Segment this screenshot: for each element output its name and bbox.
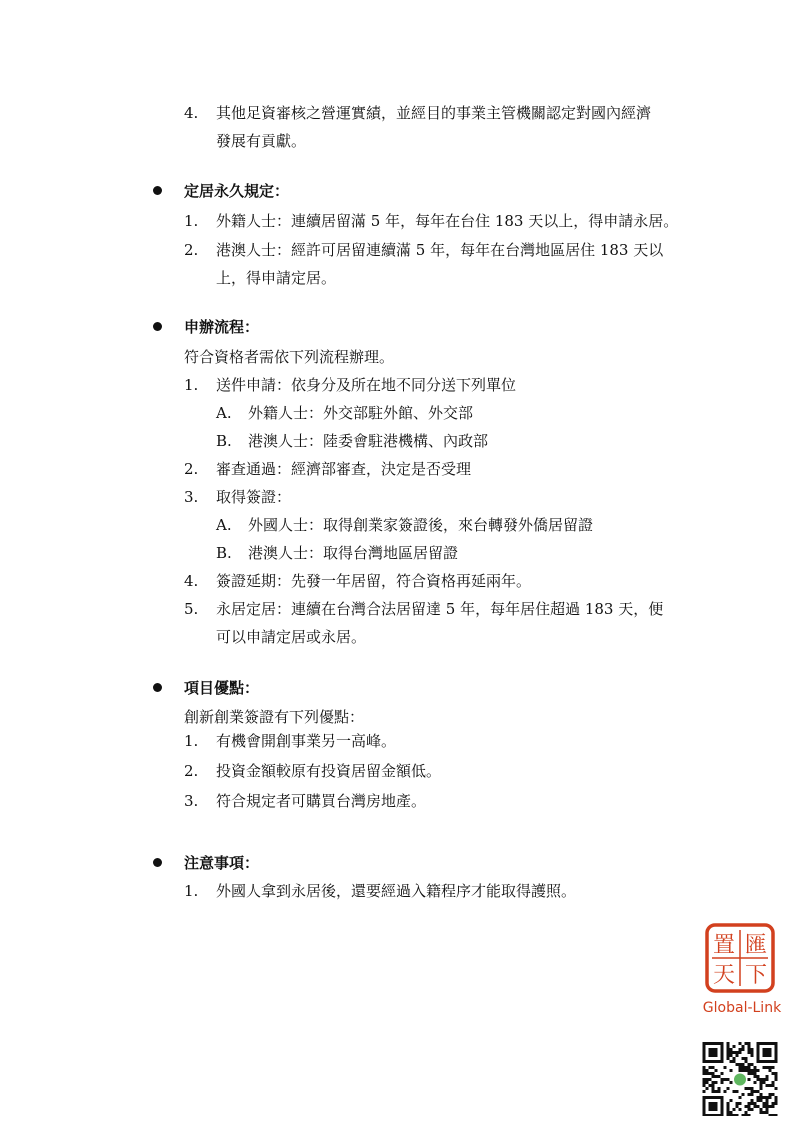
sub-item-letter: A.: [216, 516, 232, 534]
sub-item-letter: B.: [216, 432, 232, 450]
item-text: 取得簽證：: [216, 488, 292, 506]
global-link-seal-logo: [704, 922, 776, 994]
bullet-icon: [153, 858, 162, 867]
sub-item-letter: B.: [216, 544, 232, 562]
item-text: 簽證延期：先發一年居留，符合資格再延兩年。: [216, 572, 532, 590]
svg-text:下: 下: [744, 963, 768, 988]
section-heading-notes: 注意事項：: [184, 854, 260, 872]
sub-item-text: 港澳人士：陸委會駐港機構、內政部: [248, 432, 489, 450]
item-text: 有機會開創事業另一高峰。: [216, 732, 397, 750]
qr-code-icon: [701, 1042, 779, 1116]
item-text: 其他足資審核之營運實績，並經目的事業主管機關認定對國內經濟: [216, 104, 652, 122]
sub-item-letter: A.: [216, 404, 232, 422]
bullet-icon: [153, 683, 162, 692]
item-number: 1.: [184, 212, 199, 230]
sub-item-text: 港澳人士：取得台灣地區居留證: [248, 544, 459, 562]
item-number: 5.: [184, 600, 199, 618]
item-text: 外國人拿到永居後，還要經過入籍程序才能取得護照。: [216, 882, 577, 900]
item-text: 投資金額較原有投資居留金額低。: [216, 762, 442, 780]
section-intro: 符合資格者需依下列流程辦理。: [184, 348, 395, 366]
item-number: 4.: [184, 104, 199, 122]
item-number: 2.: [184, 460, 199, 478]
item-text: 永居定居：連續在台灣合法居留達 5 年，每年居住超過 183 天，便: [216, 600, 664, 618]
sub-item-text: 外籍人士：外交部駐外館、外交部: [248, 404, 474, 422]
item-text-continued: 上，得申請定居。: [216, 269, 337, 287]
svg-text:匯: 匯: [744, 933, 768, 958]
item-number: 3.: [184, 488, 199, 506]
item-text: 外籍人士：連續居留滿 5 年，每年在台住 183 天以上，得申請永居。: [216, 212, 679, 230]
item-number: 1.: [184, 376, 199, 394]
item-text: 審查通過：經濟部審查，決定是否受理: [216, 460, 472, 478]
bullet-icon: [153, 322, 162, 331]
section-heading-process: 申辦流程：: [184, 318, 260, 336]
bullet-icon: [153, 186, 162, 195]
brand-name: Global-Link: [702, 1000, 782, 1016]
item-text: 符合規定者可購買台灣房地產。: [216, 792, 427, 810]
item-number: 2.: [184, 762, 199, 780]
section-heading-residency: 定居永久規定：: [184, 182, 290, 200]
svg-text:天: 天: [712, 963, 736, 988]
section-heading-advantages: 項目優點：: [184, 679, 260, 697]
item-text: 港澳人士：經許可居留連續滿 5 年，每年在台灣地區居住 183 天以: [216, 241, 664, 259]
item-number: 2.: [184, 241, 199, 259]
item-text-continued: 發展有貢獻。: [216, 132, 307, 150]
item-number: 4.: [184, 572, 199, 590]
item-number: 1.: [184, 732, 199, 750]
sub-item-text: 外國人士：取得創業家簽證後，來台轉發外僑居留證: [248, 516, 594, 534]
svg-text:置: 置: [712, 933, 736, 958]
section-intro: 創新創業簽證有下列優點：: [184, 708, 365, 726]
item-text: 送件申請：依身分及所在地不同分送下列單位: [216, 376, 517, 394]
item-number: 3.: [184, 792, 199, 810]
item-text-continued: 可以申請定居或永居。: [216, 628, 367, 646]
item-number: 1.: [184, 882, 199, 900]
